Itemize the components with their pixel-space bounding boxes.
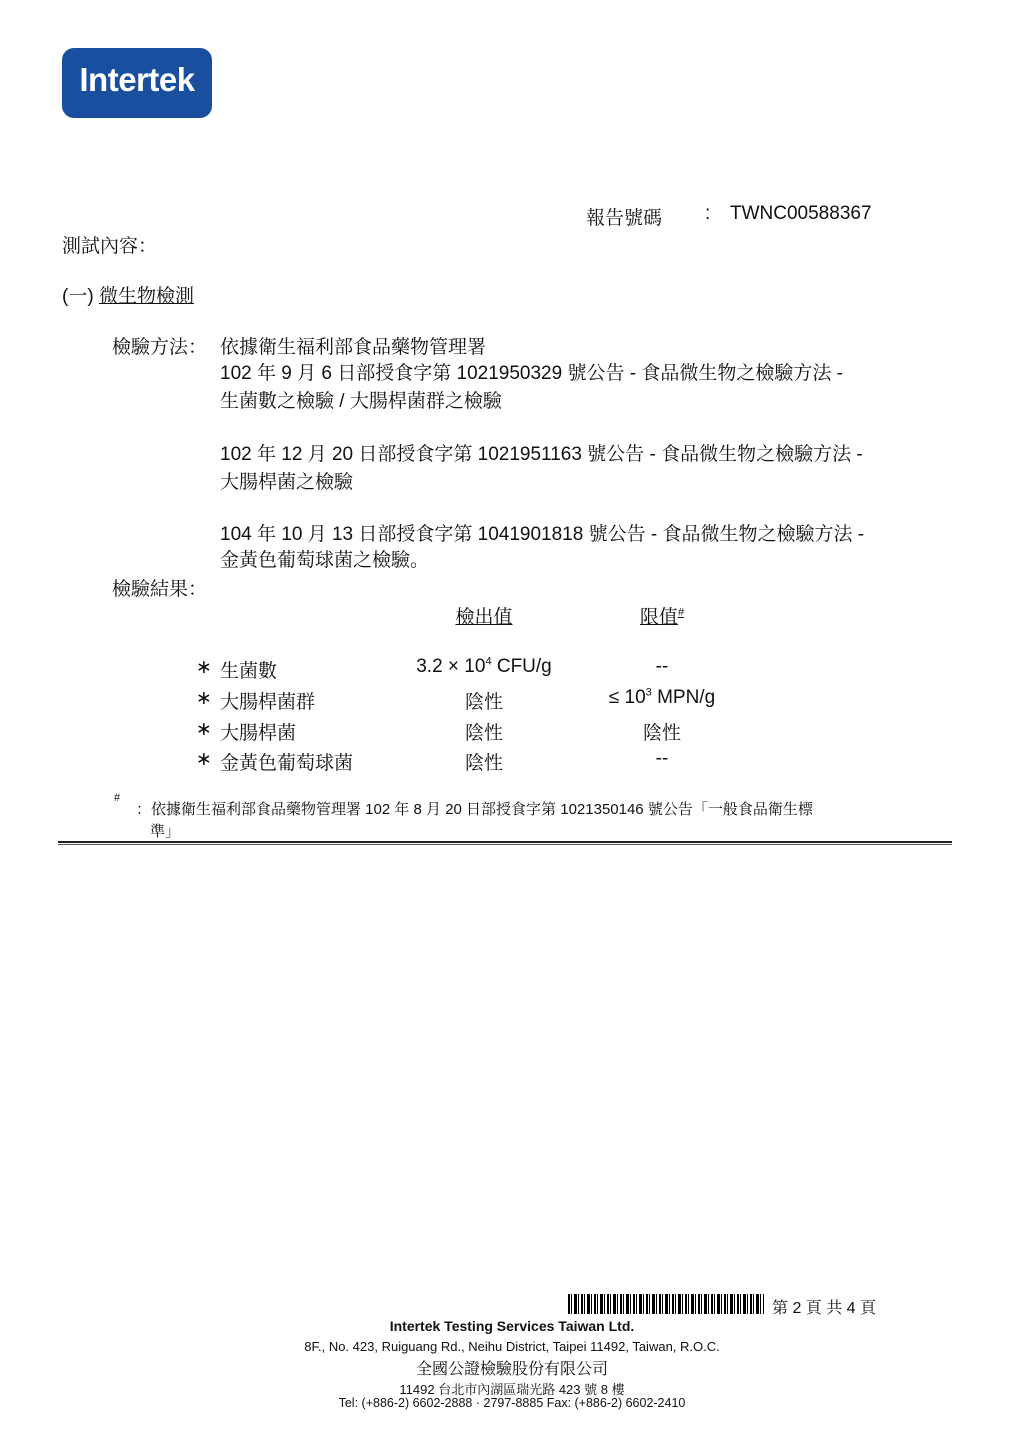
section-heading bbox=[62, 281, 194, 308]
limit-main: -- bbox=[655, 748, 669, 769]
footer-contact: Tel: (+886-2) 6602-2888 · 2797-8885 Fax: (+886-2) 6602-2410 bbox=[338, 1396, 686, 1410]
result-row-bullet: ∗ bbox=[196, 749, 212, 770]
result-row-bullet: ∗ bbox=[196, 688, 212, 709]
result-row-bullet: ∗ bbox=[196, 657, 212, 678]
value-unit: CFU/g bbox=[491, 656, 552, 677]
footer-address-en: 8F., No. 423, Ruiguang Rd., Neihu District, Taipei 11492, Taiwan, R.O.C. bbox=[304, 1339, 720, 1354]
result-item: 生菌數 bbox=[220, 661, 278, 682]
value-main: 陰性 bbox=[464, 723, 503, 744]
limit-exponent: 3 bbox=[645, 686, 652, 699]
barcode bbox=[568, 1294, 764, 1314]
result-item: 大腸桿菌群 bbox=[220, 692, 316, 713]
method-line: 生菌數之檢驗 / 大腸桿菌群之檢驗 bbox=[220, 391, 502, 412]
method-line: 104 年 10 月 13 日部授食字第 1041901818 號公告 - 食品微生物之檢驗方法 - bbox=[220, 524, 865, 545]
method-line: 大腸桿菌之檢驗 bbox=[220, 472, 354, 493]
section-divider-thin bbox=[58, 844, 952, 845]
result-limit bbox=[562, 656, 762, 678]
method-line: 102 年 9 月 6 日部授食字第 1021950329 號公告 - 食品微生物之檢驗方法 - bbox=[220, 363, 843, 384]
section-divider bbox=[58, 841, 952, 843]
report-number-label: 報告號碼 bbox=[586, 208, 663, 229]
limit-main: 陰性 bbox=[642, 723, 681, 744]
column-header-limit bbox=[612, 602, 712, 629]
column-header-limit-text: 限值 bbox=[639, 607, 678, 628]
result-limit bbox=[562, 748, 762, 770]
result-value bbox=[384, 718, 584, 745]
footnote-mark: # bbox=[114, 792, 121, 804]
footnote-line: 準」 bbox=[150, 823, 181, 840]
value-main: 3.2 × 10 bbox=[416, 656, 486, 677]
result-label: 檢驗結果： bbox=[112, 579, 208, 600]
limit-unit: MPN/g bbox=[651, 687, 716, 708]
result-item: 金黃色葡萄球菌 bbox=[220, 753, 354, 774]
footnote-line: ：依據衛生福利部食品藥物管理署 102 年 8 月 20 日部授食字第 1021350146 號公告「一般食品衛生標 bbox=[136, 801, 813, 818]
limit-main: -- bbox=[655, 656, 669, 677]
column-header-value: 檢出值 bbox=[455, 607, 513, 628]
test-content-label: 測試內容： bbox=[62, 236, 158, 257]
result-value bbox=[384, 748, 584, 775]
result-value bbox=[384, 687, 584, 714]
value-main: 陰性 bbox=[464, 692, 503, 713]
result-value bbox=[384, 656, 584, 678]
section-title: 微生物檢測 bbox=[98, 286, 194, 307]
result-row-bullet: ∗ bbox=[196, 719, 212, 740]
intertek-logo bbox=[62, 48, 212, 118]
footer-company-en: Intertek Testing Services Taiwan Ltd. bbox=[389, 1318, 635, 1334]
value-main: 陰性 bbox=[464, 753, 503, 774]
page-info: 第 2 頁 共 4 頁 bbox=[772, 1300, 877, 1317]
value-exponent: 4 bbox=[485, 655, 492, 668]
report-number-colon: : bbox=[705, 203, 711, 224]
method-label: 檢驗方法： bbox=[112, 337, 208, 358]
section-prefix: (一) bbox=[62, 286, 94, 307]
result-item: 大腸桿菌 bbox=[220, 723, 297, 744]
footer-company-zh: 全國公證檢驗股份有限公司 bbox=[415, 1361, 608, 1378]
method-line: 依據衛生福利部食品藥物管理署 bbox=[220, 337, 487, 358]
method-line: 102 年 12 月 20 日部授食字第 1021951163 號公告 - 食品微生物之檢驗方法 - bbox=[220, 444, 863, 465]
limit-footnote-mark: # bbox=[677, 606, 685, 619]
report-number: TWNC00588367 bbox=[730, 203, 872, 224]
method-line: 金黃色葡萄球菌之檢驗。 bbox=[220, 550, 430, 571]
result-limit bbox=[562, 718, 762, 745]
footer-address-zh: 11492 台北市內湖區瑞光路 423 號 8 樓 bbox=[399, 1382, 625, 1397]
limit-main: ≤ 10 bbox=[608, 687, 646, 708]
logo-text: Intertek bbox=[79, 61, 195, 98]
result-limit bbox=[562, 687, 762, 709]
